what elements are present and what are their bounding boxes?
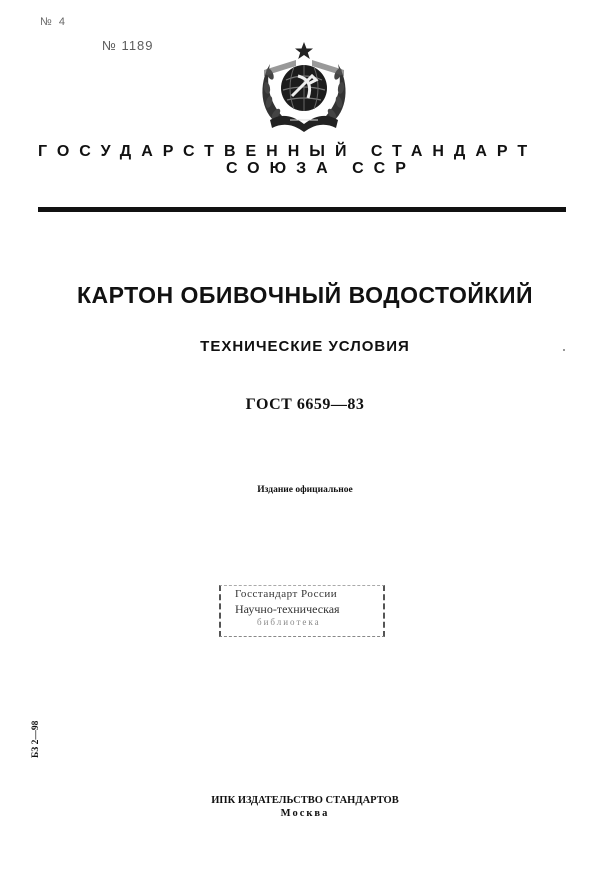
- top-stamp: [40, 14, 280, 54]
- top-stamp-line-2: № 1189: [102, 38, 154, 53]
- library-stamp: [219, 585, 385, 637]
- heading-divider: [38, 207, 566, 212]
- publisher-name: ИПК ИЗДАТЕЛЬСТВО СТАНДАРТОВ: [211, 795, 399, 806]
- document-subtitle: ТЕХНИЧЕСКИЕ УСЛОВИЯ: [200, 338, 410, 355]
- top-stamp-line-1: № 4: [40, 16, 67, 28]
- ussr-state-emblem-icon: [256, 40, 352, 136]
- library-stamp-line-1: Госстандарт России: [235, 588, 338, 600]
- edition-note: Издание официальное: [257, 485, 353, 495]
- side-registration-code: БЗ 2—98: [31, 720, 41, 758]
- library-stamp-line-2: Научно-техническая: [235, 602, 340, 616]
- standard-code: ГОСТ 6659—83: [245, 396, 365, 413]
- union-heading: СОЮЗА ССР: [226, 160, 416, 177]
- publisher-city: Москва: [280, 808, 330, 819]
- state-standard-heading: ГОСУДАРСТВЕННЫЙ СТАНДАРТ: [38, 143, 538, 160]
- scan-speck: [563, 349, 565, 351]
- document-title: КАРТОН ОБИВОЧНЫЙ ВОДОСТОЙКИЙ: [76, 282, 534, 308]
- library-stamp-line-3: библиотека: [257, 617, 321, 627]
